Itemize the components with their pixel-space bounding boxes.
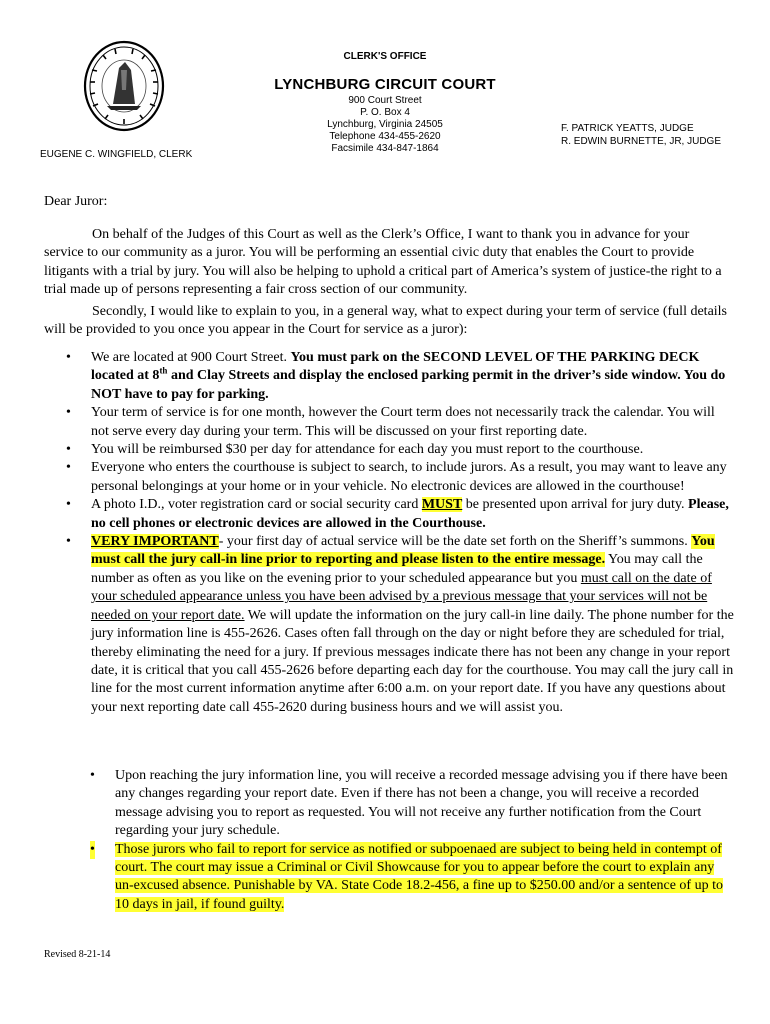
paragraph-text: On behalf of the Judges of this Court as well as the Clerk’s Office, I want to thank you in advance for your service to our community as a juror. You will be performing an essential civic duty that enables the Court to provide litigants with a trial by jury. You will also be helping to uphold a critical part of America’s system of justice-the right to a trial made up of persons representing a fair cross section of our community.	[44, 227, 722, 298]
item-text: A photo I.D., voter registration card or social security card	[91, 497, 422, 513]
call-in-info-list	[90, 767, 735, 914]
bullet-icon: •	[66, 460, 71, 476]
clerk-name: EUGENE C. WINGFIELD, CLERK	[40, 149, 193, 160]
list-item	[66, 533, 736, 717]
list-item	[90, 767, 735, 841]
item-text: We are located at 900 Court Street.	[91, 350, 291, 365]
judge-name: F. PATRICK YEATTS, JUDGE	[561, 123, 694, 134]
bullet-icon: •	[66, 405, 71, 421]
address-line: P. O. Box 4	[360, 107, 410, 118]
very-important-highlight: VERY IMPORTANT	[91, 534, 219, 550]
list-item	[66, 349, 736, 404]
list-item	[66, 441, 736, 459]
list-item	[66, 459, 736, 496]
list-item	[66, 404, 736, 441]
item-text: You may call the number as often as you like on the evening prior to your scheduled appearance but you	[91, 552, 703, 586]
item-text-bold: and Clay Streets and display the enclosed parking permit in the driver’s side window. You do NOT have to pay for parking.	[91, 368, 726, 402]
bullet-icon: •	[66, 497, 71, 513]
address-line: Facsimile 434-847-1864	[331, 143, 439, 154]
item-text: Your term of service is for one month, however the Court term does not necessarily track the calendar. You will not serve every day during your term. This will be discussed on your first reporting date.	[91, 405, 715, 439]
item-text: - your first day of actual service will be the date set forth on the Sheriff’s summons.	[218, 534, 692, 550]
expectations-paragraph	[44, 303, 732, 340]
judge-name: R. EDWIN BURNETTE, JR, JUDGE	[561, 135, 722, 147]
address-line: Telephone 434-455-2620	[329, 131, 441, 142]
court-name: LYNCHBURG CIRCUIT COURT	[274, 76, 496, 93]
item-text: be presented upon arrival for jury duty.	[462, 497, 689, 513]
must-highlight: MUST	[421, 497, 463, 513]
judges-list	[561, 123, 721, 148]
call-in-highlight: You must call the jury call-in line prior to reporting and please listen to the entire message.	[91, 534, 715, 568]
intro-paragraph	[44, 226, 732, 300]
address-line: 900 Court Street	[348, 95, 422, 106]
bullet-icon: •	[66, 350, 71, 365]
list-item	[90, 841, 735, 915]
superscript: th	[159, 365, 168, 376]
item-text-underlined: must call on the date of your scheduled appearance unless you have been advised by a previous message that your services will not be needed on your report date.	[91, 570, 712, 623]
bullet-icon: •	[66, 442, 71, 458]
bullet-icon: •	[90, 841, 95, 859]
item-text: We will update the information on the jury call-in line daily. The phone number for the jury information line is 455-2626. Cases often fall through on the day or night before they are scheduled for trial, thereby eliminating the need for a jury. If previous messages indicate there has not been any change in your report date, it is critical that you call 455-2626 before departing each day for the courthouse. You may call the jury call in line for the most current information anytime after 6:00 a.m. on your report date. If you have any questions about your next reporting date call 455-2620 during business hours and we will assist you.	[91, 607, 734, 715]
clerks-office-label: CLERK'S OFFICE	[343, 51, 427, 62]
bullet-icon: •	[90, 768, 95, 783]
list-item	[66, 496, 736, 533]
address-line: Lynchburg, Virginia 24505	[327, 119, 443, 130]
salutation: Dear Juror:	[44, 194, 108, 209]
item-text-bold: Please, no cell phones or electronic devices are allowed in the Courthouse.	[91, 497, 729, 531]
contempt-warning-highlight: Those jurors who fail to report for service as notified or subpoenaed are subject to being held in contempt of court. The court may issue a Criminal or Civil Showcause for you to appear before the court to explain any un-excused absence. Punishable by VA. State Code 18.2-456, a fine up to $250.00 and/or a sentence of up to 10 days in jail, if found guilty.	[115, 841, 723, 912]
item-text: Everyone who enters the courthouse is subject to search, to include jurors. As a result, you may want to leave any personal belongings at your home or in your vehicle. No electronic devices are allowed in the courthouse!	[91, 460, 727, 494]
revision-date: Revised 8-21-14	[44, 949, 111, 960]
paragraph-text: Secondly, I would like to explain to you, in a general way, what to expect during your term of service (full details will be provided to you once you appear in the Court for service as a juror):	[44, 304, 728, 338]
item-text: Upon reaching the jury information line, you will receive a recorded message advising you if there have been any changes regarding your report date. Even if there has not been a change, you will receive a recorded message advising you to report as requested. You will not receive any further notification from the Court regarding your jury schedule.	[115, 768, 728, 839]
item-text: You will be reimbursed $30 per day for attendance for each day you must report to the courthouse.	[91, 442, 644, 458]
item-text-bold: You must park on the SECOND LEVEL OF THE PARKING DECK located at 8	[91, 350, 700, 384]
service-info-list	[66, 349, 736, 717]
bullet-icon: •	[66, 534, 71, 550]
